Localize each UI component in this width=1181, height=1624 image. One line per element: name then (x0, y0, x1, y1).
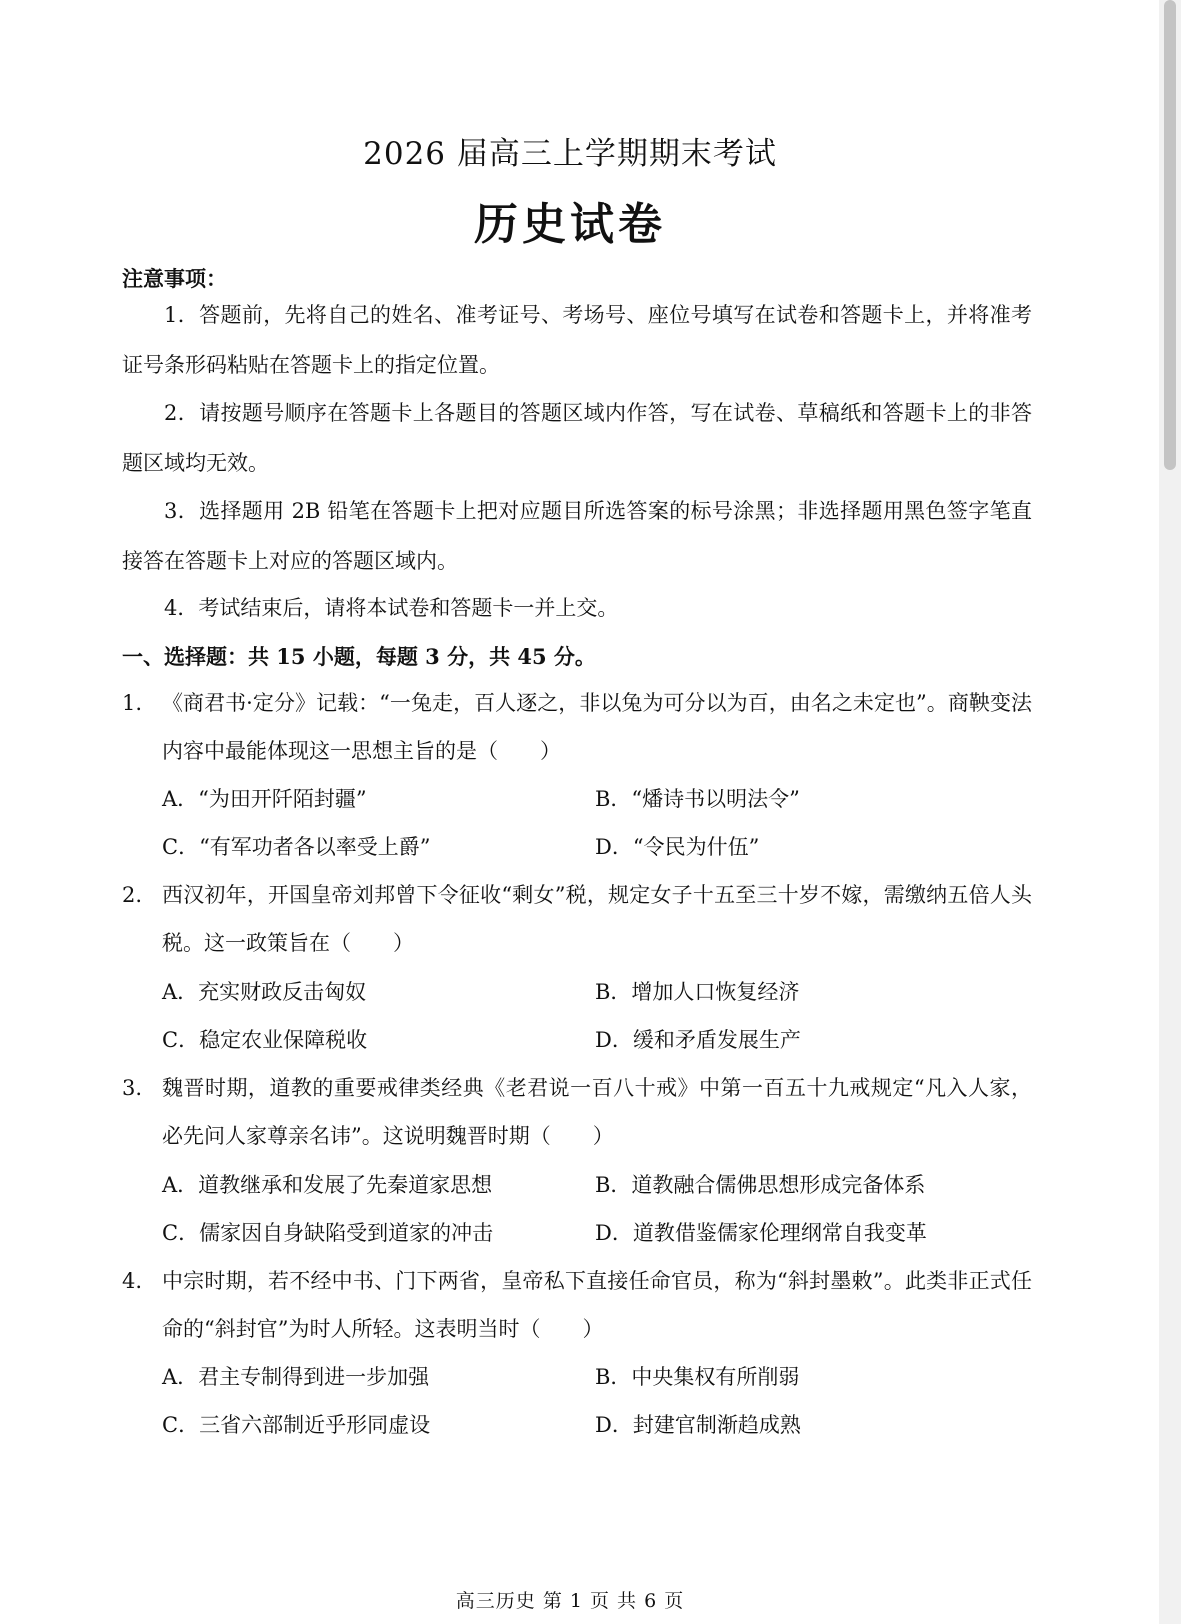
question-option: C．儒家因自身缺陷受到道家的冲击 (162, 1221, 494, 1245)
question-option: D．道教借鉴儒家伦理纲常自我变革 (595, 1221, 927, 1245)
question-stem: 中宗时期，若不经中书、门下两省，皇帝私下直接任命官员，称为“斜封墨敕”。此类非正式任命的“斜封官”为时人所轻。这表明当时（ ） (162, 1269, 1032, 1341)
question-option: B．“燔诗书以明法令” (595, 787, 800, 811)
subject-title: 历史试卷 (474, 199, 666, 250)
notice-item-3: 3．选择题用 2B 铅笔在答题卡上把对应题目所选答案的标号涂黑；非选择题用黑色签字笔直接答在答题卡上对应的答题区域内。 (122, 499, 1032, 573)
question-option: C．三省六部制近乎形同虚设 (162, 1413, 431, 1437)
notice-item-4: 4．考试结束后，请将本试卷和答题卡一并上交。 (164, 596, 619, 620)
question-number: 1. (122, 691, 143, 715)
question-option: A．充实财政反击匈奴 (162, 980, 367, 1004)
scrollbar-thumb[interactable] (1164, 0, 1176, 470)
question-option: B．道教融合儒佛思想形成完备体系 (595, 1173, 926, 1197)
question-option: C．稳定农业保障税收 (162, 1028, 368, 1052)
notice-heading: 注意事项： (122, 266, 227, 291)
vertical-scrollbar[interactable] (1159, 0, 1181, 1624)
question-option: D．“令民为什伍” (595, 835, 760, 859)
question-number: 2. (122, 883, 143, 907)
question-stem: 魏晋时期，道教的重要戒律类经典《老君说一百八十戒》中第一百五十九戒规定“凡入人家，必先问人家尊亲名讳”。这说明魏晋时期（ ） (162, 1076, 1032, 1148)
question-stem: 《商君书·定分》记载：“一兔走，百人逐之，非以兔为可分以为百，由名之未定也”。商鞅变法内容中最能体现这一思想主旨的是（ ） (162, 691, 1032, 763)
question-option: A．君主专制得到进一步加强 (162, 1365, 430, 1389)
page-footer: 高三历史 第 1 页 共 6 页 (455, 1590, 685, 1612)
question-stem: 西汉初年，开国皇帝刘邦曾下令征收“剩女”税，规定女子十五至三十岁不嫁，需缴纳五倍人头税。这一政策旨在（ ） (162, 883, 1032, 955)
question-option: A．道教继承和发展了先秦道家思想 (162, 1173, 493, 1197)
exam-title: 2026 届高三上学期期末考试 (363, 136, 777, 172)
question-option: D．缓和矛盾发展生产 (595, 1028, 801, 1052)
section-heading: 一、选择题：共 15 小题，每题 3 分，共 45 分。 (122, 644, 596, 669)
notice-item-1: 1．答题前，先将自己的姓名、准考证号、考场号、座位号填写在试卷和答题卡上，并将准考证号条形码粘贴在答题卡上的指定位置。 (122, 303, 1032, 377)
question-option: D．封建官制渐趋成熟 (595, 1413, 801, 1437)
question-option: B．增加人口恢复经济 (595, 980, 800, 1004)
question-option: C．“有军功者各以率受上爵” (162, 835, 431, 859)
question-option: A．“为田开阡陌封疆” (162, 787, 367, 811)
notice-item-2: 2．请按题号顺序在答题卡上各题目的答题区域内作答，写在试卷、草稿纸和答题卡上的非答题区域均无效。 (122, 401, 1032, 475)
question-number: 3. (122, 1076, 143, 1100)
question-number: 4. (122, 1269, 143, 1293)
question-option: B．中央集权有所削弱 (595, 1365, 800, 1389)
